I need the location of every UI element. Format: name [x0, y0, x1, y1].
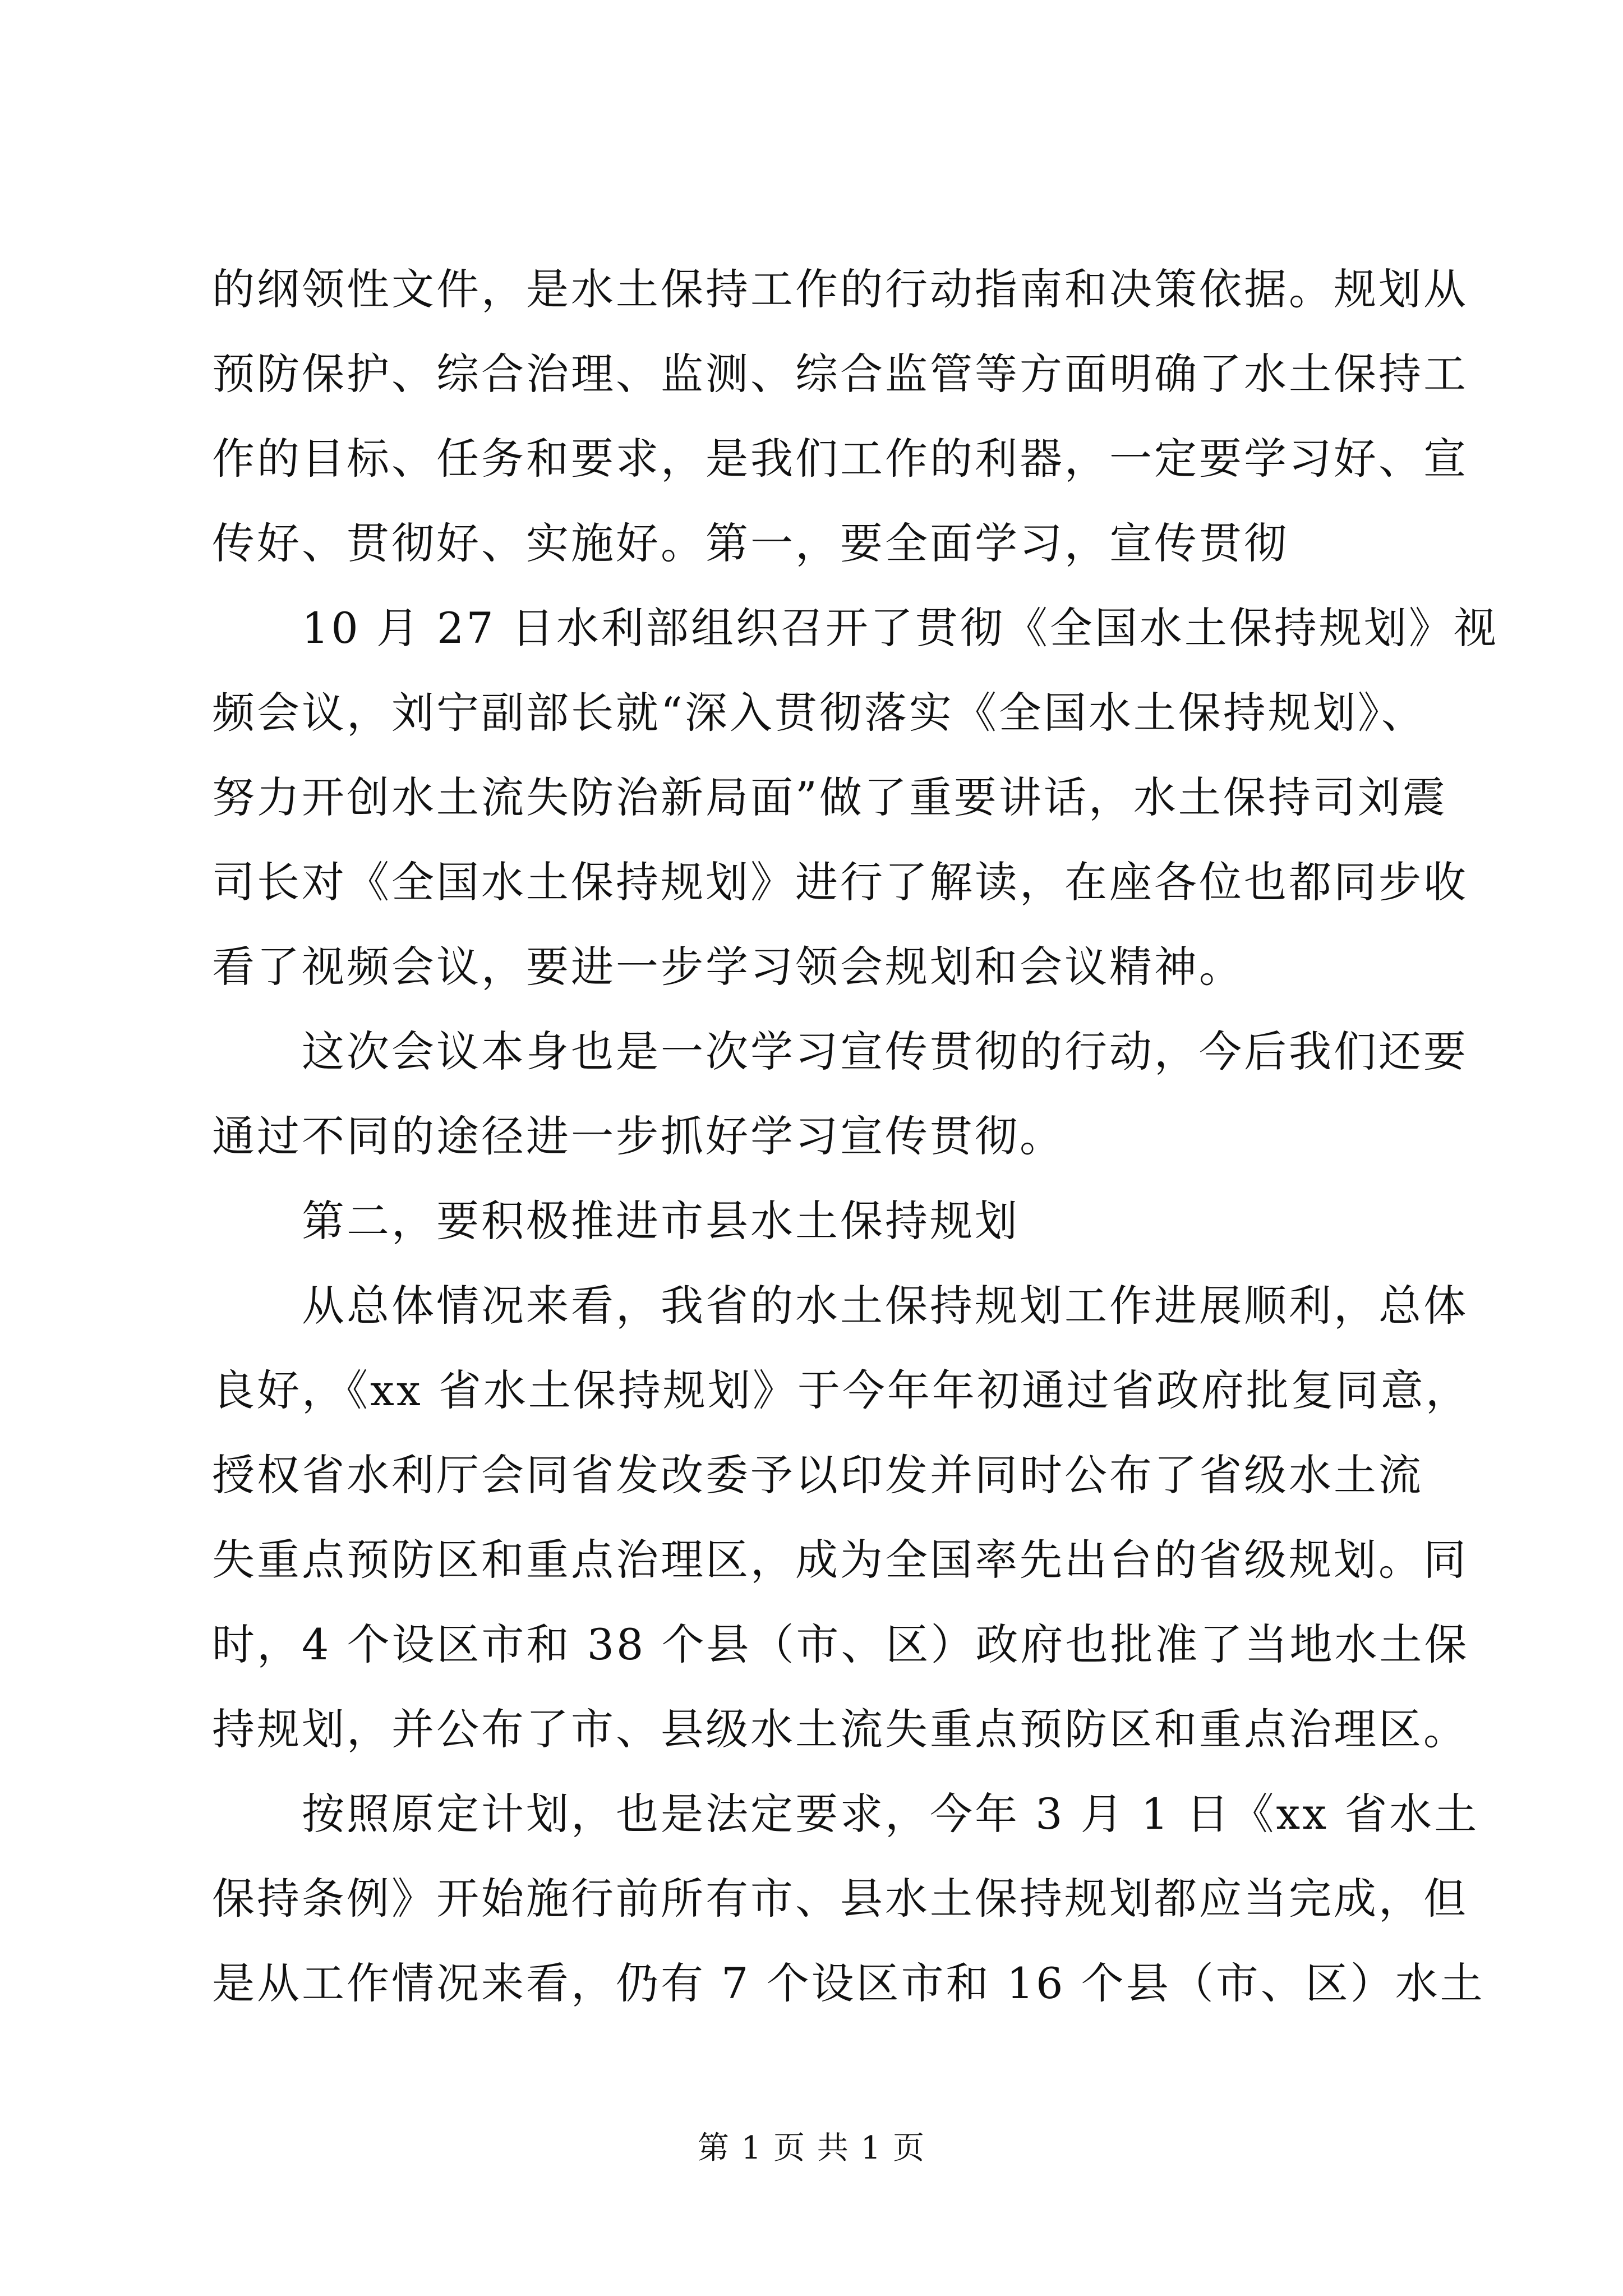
body-text: [212, 247, 1498, 2026]
paragraph-first-line: 这次会议本身也是一次学习宣传贯彻的行动，今后我们还要: [302, 1027, 1468, 1076]
text-line: 良好，《xx 省水土保持规划》于今年年初通过省政府批复同意，: [212, 1365, 1470, 1415]
text-line: 努力开创水土流失防治新局面”做了重要讲话，水土保持司刘震: [212, 772, 1447, 822]
page-footer: 第 1 页 共 1 页: [697, 2130, 926, 2166]
text-line: 通过不同的途径进一步抓好学习宣传贯彻。: [212, 1111, 1064, 1161]
paragraph-first-line: 从总体情况来看，我省的水土保持规划工作进展顺利，总体: [302, 1281, 1468, 1331]
text-line: 失重点预防区和重点治理区，成为全国率先出台的省级规划。同: [212, 1535, 1468, 1585]
section-heading: 第二，要积极推进市县水土保持规划: [302, 1196, 1020, 1246]
text-line: 授权省水利厅会同省发改委予以印发并同时公布了省级水土流: [212, 1450, 1423, 1500]
text-line: 传好、贯彻好、实施好。第一，要全面学习，宣传贯彻: [212, 518, 1289, 568]
text-line: 持规划，并公布了市、县级水土流失重点预防区和重点治理区。: [212, 1704, 1468, 1754]
text-line: 预防保护、综合治理、监测、综合监管等方面明确了水土保持工: [212, 349, 1468, 399]
text-line: 时，4 个设区市和 38 个县（市、区）政府也批准了当地水土保: [212, 1619, 1469, 1669]
text-line: 的纲领性文件，是水土保持工作的行动指南和决策依据。规划从: [212, 264, 1468, 314]
paragraph-first-line: 按照原定计划，也是法定要求，今年 3 月 1 日《xx 省水土: [302, 1789, 1479, 1839]
text-line: 看了视频会议，要进一步学习领会规划和会议精神。: [212, 942, 1244, 992]
text-line: 频会议，刘宁副部长就“深入贯彻落实《全国水土保持规划》、: [212, 688, 1426, 738]
text-line: 司长对《全国水土保持规划》进行了解读，在座各位也都同步收: [212, 857, 1468, 907]
text-line: 作的目标、任务和要求，是我们工作的利器，一定要学习好、宣: [212, 434, 1468, 484]
text-line: 是从工作情况来看，仍有 7 个设区市和 16 个县（市、区）水土: [212, 1958, 1485, 2008]
text-line: 保持条例》开始施行前所有市、县水土保持规划都应当完成，但: [212, 1874, 1468, 1924]
paragraph-first-line: 10 月 27 日水利部组织召开了贯彻《全国水土保持规划》视: [302, 603, 1498, 653]
